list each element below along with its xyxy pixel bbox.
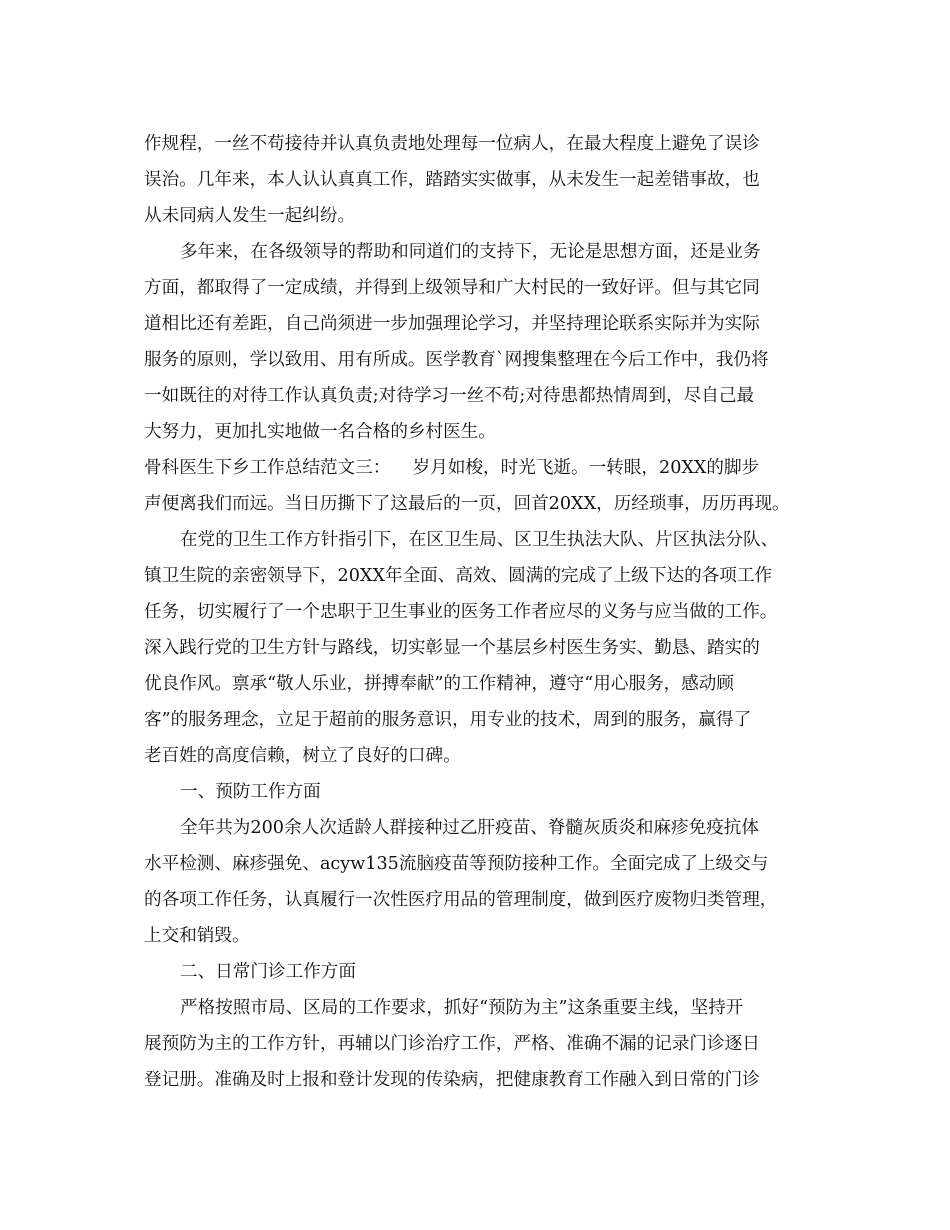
text-line: 老百姓的高度信赖，树立了良好的口碑。 bbox=[144, 746, 461, 766]
text-line: 优良作风。禀承“敬人乐业，拼搏奉献”的工作精神，遵守“用心服务，感动顾 bbox=[144, 674, 734, 694]
text-line: 严格按照市局、区局的工作要求，抓好“预防为主”这条重要主线，坚持开 bbox=[180, 998, 744, 1018]
text-line: 深入践行党的卫生方针与路线，切实彰显一个基层乡村医生务实、勤恳、踏实的 bbox=[144, 638, 760, 658]
document-body bbox=[144, 126, 816, 1098]
text-line: 作规程，一丝不苟接待并认真负责地处理每一位病人，在最大程度上避免了误诊 bbox=[144, 134, 760, 154]
text-line: 任务，切实履行了一个忠职于卫生事业的医务工作者应尽的义务与应当做的工作。 bbox=[144, 602, 778, 622]
text-line: 展预防为主的工作方针，再辅以门诊治疗工作，严格、准确不漏的记录门诊逐日 bbox=[144, 1034, 760, 1054]
text-line: 骨科医生下乡工作总结范文三： 岁月如梭，时光飞逝。一转眼，20XX的脚步 bbox=[144, 458, 760, 478]
text-line: 一、预防工作方面 bbox=[180, 782, 321, 802]
text-line: 客”的服务理念，立足于超前的服务意识，用专业的技术，周到的服务，赢得了 bbox=[144, 710, 752, 730]
text-line: 声便离我们而远。当日历撕下了这最后的一页，回首20XX，历经琐事，历历再现。 bbox=[144, 494, 790, 514]
text-line: 道相比还有差距，自己尚须进一步加强理论学习，并坚持理论联系实际并为实际 bbox=[144, 314, 760, 334]
text-line: 二、日常门诊工作方面 bbox=[180, 962, 356, 982]
text-line: 镇卫生院的亲密领导下，20XX年全面、高效、圆满的完成了上级下达的各项工作 bbox=[144, 566, 773, 586]
text-line: 水平检测、麻疹强免、acyw135流脑疫苗等预防接种工作。全面完成了上级交与 bbox=[144, 854, 769, 874]
text-line: 在党的卫生工作方针指引下，在区卫生局、区卫生执法大队、片区执法分队、 bbox=[180, 530, 779, 550]
text-line: 多年来，在各级领导的帮助和同道们的支持下，无论是思想方面，还是业务 bbox=[180, 242, 761, 262]
text-line: 上交和销毁。 bbox=[144, 926, 250, 946]
text-line: 大努力，更加扎实地做一名合格的乡村医生。 bbox=[144, 422, 496, 442]
text-line: 的各项工作任务，认真履行一次性医疗用品的管理制度，做到医疗废物归类管理， bbox=[144, 890, 778, 910]
text-line: 登记册。准确及时上报和登计发现的传染病，把健康教育工作融入到日常的门诊 bbox=[144, 1070, 760, 1090]
text-line: 全年共为200余人次适龄人群接种过乙肝疫苗、脊髓灰质炎和麻疹免疫抗体 bbox=[180, 818, 759, 838]
text-line: 服务的原则，学以致用、用有所成。医学教育`网搜集整理在今后工作中，我仍将 bbox=[144, 350, 769, 370]
text-line: 从未同病人发生一起纠纷。 bbox=[144, 206, 356, 226]
text-line: 方面，都取得了一定成绩，并得到上级领导和广大村民的一致好评。但与其它同 bbox=[144, 278, 760, 298]
text-line: 一如既往的对待工作认真负责;对待学习一丝不苟;对待患都热情周到，尽自己最 bbox=[144, 386, 755, 406]
text-line: 误治。几年来，本人认认真真工作，踏踏实实做事，从未发生一起差错事故，也 bbox=[144, 170, 760, 190]
